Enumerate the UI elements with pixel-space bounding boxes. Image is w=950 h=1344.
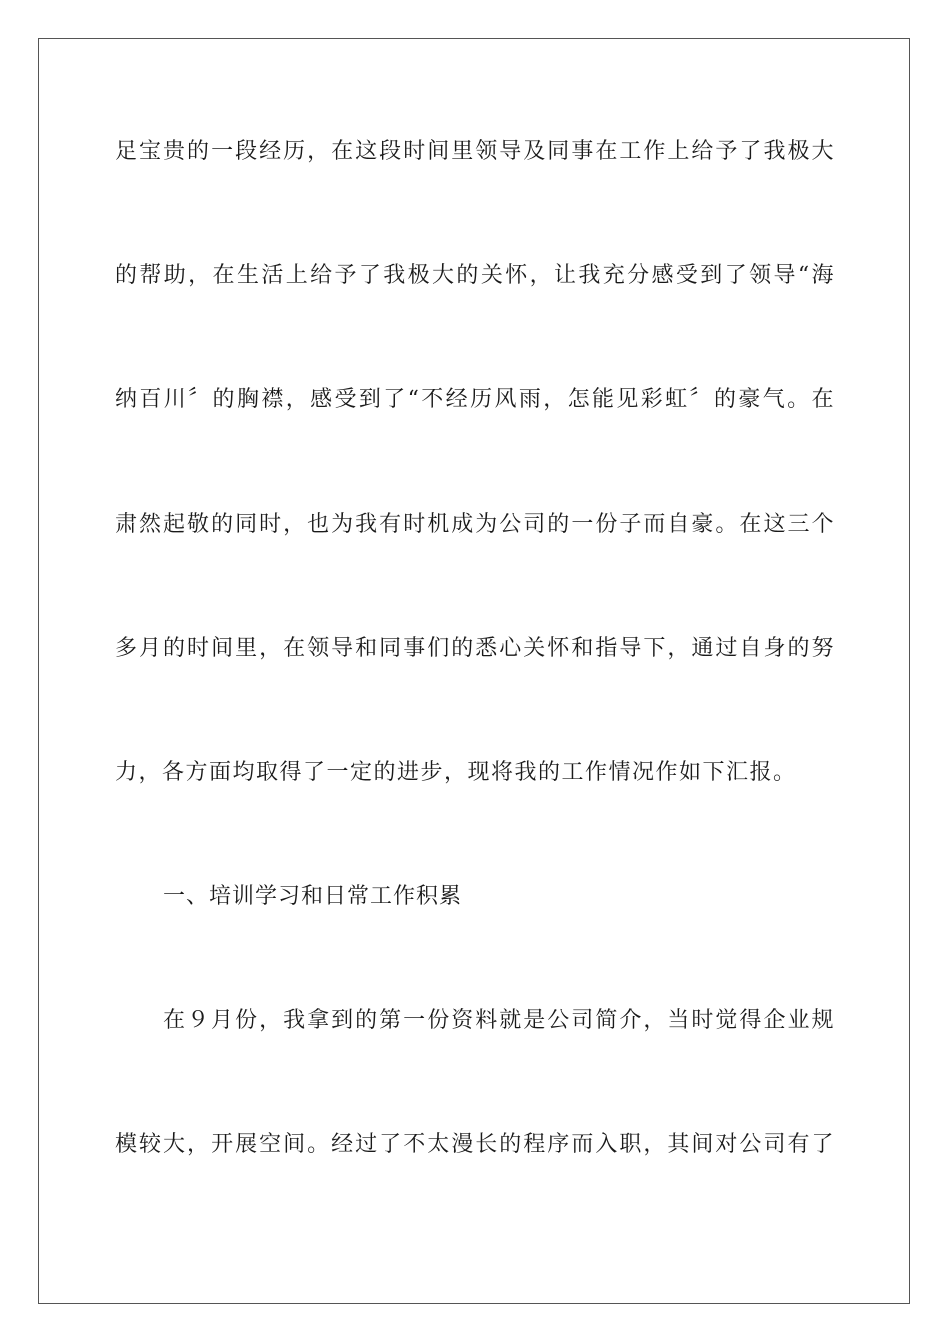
body-text-line: 在９月份，我拿到的第一份资料就是公司简介，当时觉得企业规: [163, 1008, 835, 1033]
body-text-line: 力，各方面均取得了一定的进步，现将我的工作情况作如下汇报。: [115, 760, 797, 785]
body-text-line: 多月的时间里，在领导和同事们的悉心关怀和指导下，通过自身的努: [115, 636, 835, 661]
section-heading: 一、培训学习和日常工作积累: [163, 884, 463, 909]
body-text-line: 肃然起敬的同时，也为我有时机成为公司的一份子而自豪。在这三个: [115, 512, 835, 537]
body-text-line: 足宝贵的一段经历，在这段时间里领导及同事在工作上给予了我极大: [115, 139, 835, 164]
body-text-line: 模较大，开展空间。经过了不太漫长的程序而入职，其间对公司有了: [115, 1132, 835, 1157]
body-text-line: 的帮助，在生活上给予了我极大的关怀，让我充分感受到了领导“海: [115, 263, 835, 288]
body-text-line: 纳百川〞的胸襟，感受到了“不经历风雨，怎能见彩虹〞的豪气。在: [115, 387, 835, 412]
page-border: [38, 38, 910, 1304]
